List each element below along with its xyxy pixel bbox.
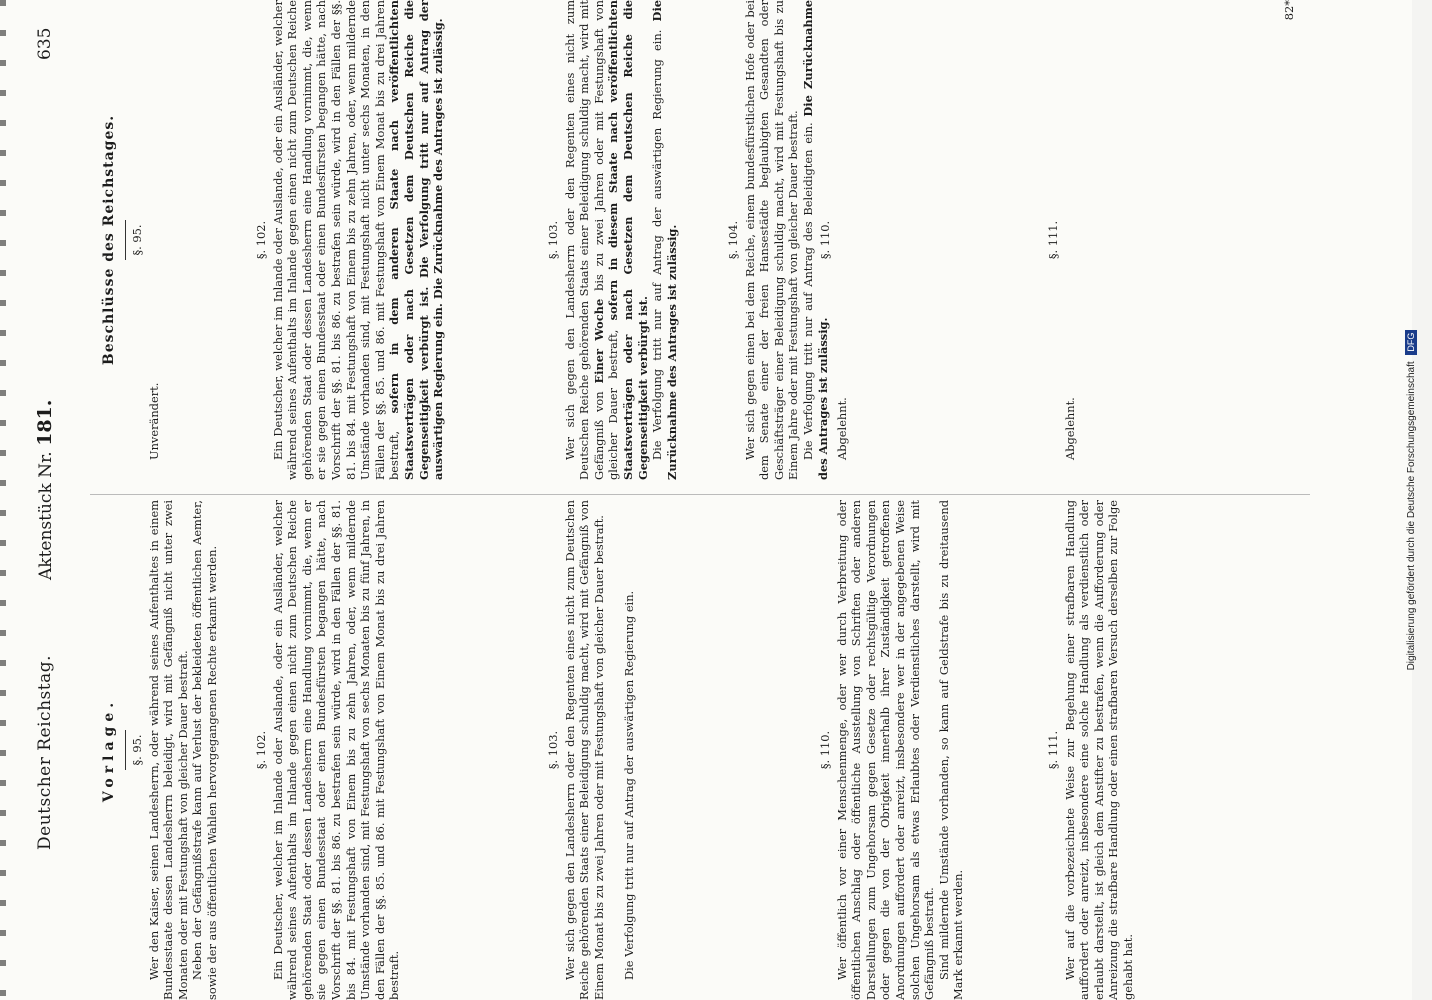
- section-text: [563, 0, 651, 480]
- section-text-amendment: sofern in diesem Staate nach veröffentlichten Staatsverträgen oder nach Gesetzen dem Deutschen Reiche die Gegenseitigkeit verbürgt ist.: [606, 0, 650, 480]
- digitization-credit-text: Digitalisierung gefördert durch die Deutsche Forschungsgemeinschaft: [1406, 361, 1417, 671]
- section-title: §. 102.: [254, 730, 268, 770]
- digitization-credit: [1402, 0, 1422, 1000]
- header-document-number: [34, 399, 56, 580]
- right-column-heading: Beschlüsse des Reichstages.: [101, 114, 117, 366]
- section-text-plain: bis zu zwei Jahren oder mit Festungshaft von gleicher Dauer bestraft,: [591, 0, 621, 480]
- right-section-110: [814, 0, 849, 480]
- right-column: [101, 0, 1296, 480]
- section-text-amendment: Die Zurücknahme des Antrages ist zulässig.: [800, 0, 830, 480]
- column-divider: [90, 494, 1310, 495]
- dfg-logo: DFG: [1405, 330, 1417, 355]
- header-number: 181.: [34, 399, 56, 446]
- section-text-plain: Ein Deutscher, welcher im Inlande oder Auslande, oder ein Ausländer, welcher während seines Aufenthalts im Inlande gegen einen nicht zum Deutschen Reiche gehörenden Staat oder dessen Landesherrn eine Handlung vornimmt, die, wenn er sie gegen einen Bundesstaat oder einen Bundesfürsten begangen hätte, nach Vorschrift der §§. 81. bis 86. zu bestrafen sein würde, wird in den Fällen der §§. 81. bis 84. mit Festungshaft von Einem bis zu zehn Jahren, oder, wenn mildernde Umstände vorhanden sind, mit Festungshaft nicht unter sechs Monaten, in den Fällen der §§. 85. und 86. mit Festungshaft von Einem Monat bis zu drei Jahren bestraft,: [270, 0, 402, 480]
- binding-edge: [0, 0, 6, 1000]
- section-text: Wer den Kaiser, seinen Landesherrn, oder während seines Aufenthaltes in einem Bundesstaate dessen Landesherrn beleidigt, wird mit Gefängniß nicht unter zwei Monaten oder mit Festungshaft von gleicher Dauer bestraft.: [146, 500, 190, 1000]
- sheet-mark: 82*: [1282, 0, 1296, 21]
- section-text: Wer öffentlich vor einer Menschenmenge, oder wer durch Verbreitung oder öffentlichen Anschlag oder öffentliche Ausstellung von Schriften oder anderen Darstellungen zum Ungehorsam gegen Gesetze oder rechtsgültige Verordnungen oder gegen die von der Obrigkeit innerhalb ihrer Zuständigkeit getroffenen Anordnungen auffordert oder anreizt, insbesondere wer in der angegebenen Weise solchen Ungehorsam als etwas Erlaubtes oder Verdienstliches darstellt, wird mit Gefängniß bestraft.: [834, 500, 937, 1000]
- section-text: Wer sich gegen einen bei dem Reiche, einem bundesfürstlichen Hofe oder bei dem Senate einer der freien Hansestädte beglaubigten Gesandten oder Geschäftsträger einer Beleidigung schuldig macht, wird mit Festungshaft bis zu Einem Jahre oder mit Festungshaft von gleicher Dauer bestraft.: [742, 0, 801, 480]
- left-column: [101, 500, 1135, 1000]
- section-title: §. 103.: [546, 730, 560, 770]
- section-title: §. 104.: [726, 220, 740, 260]
- page-number: 635: [35, 27, 55, 60]
- page-header: [30, 0, 70, 1000]
- section-text-amendment: Die Zurücknahme des Antrages ist zulässig.: [650, 0, 679, 480]
- section-text-amendment: Einer Woche: [591, 298, 606, 384]
- section-title: §. 110.: [818, 730, 832, 770]
- section-title: §. 111.: [1046, 730, 1060, 770]
- section-title: §. 102.: [254, 220, 268, 260]
- section-text: Die Verfolgung tritt nur auf Antrag der auswärtigen Regierung ein.: [622, 590, 637, 980]
- section-title: §. 103.: [546, 220, 560, 260]
- section-text: Abgelehnt.: [1062, 397, 1077, 460]
- left-column-heading: Vorlage.: [101, 697, 117, 803]
- right-section-111: [1042, 0, 1077, 480]
- left-section-103: [542, 500, 637, 1000]
- header-prefix: Aktenstück Nr.: [36, 451, 56, 580]
- right-section-95: [126, 0, 161, 480]
- section-title: §. 111.: [1046, 220, 1060, 260]
- header-title: Deutscher Reichstag.: [35, 655, 55, 850]
- section-text-plain: Wer sich gegen den Landesherrn oder den Regenten eines nicht zum Deutschen Reiche gehörenden Staats einer Beleidigung schuldig macht, wird mit Gefängniß von: [562, 0, 606, 480]
- section-text: [271, 0, 446, 480]
- right-section-102: [250, 0, 446, 480]
- section-text: Ein Deutscher, welcher im Inlande oder Auslande, oder ein Ausländer, welcher während seines Aufenthalts im Inlande gegen einen nicht zum Deutschen Reiche gehörenden Staat oder dessen Landesherrn eine Handlung vornimmt, die, wenn er sie gegen einen Bundesstaat oder einen Bundesfürsten begangen hätte, nach Vorschrift der §§. 81. bis 86. zu bestrafen sein würde, wird in den Fällen der §§. 81. bis 84. mit Festungshaft von Einem bis zu zehn Jahren, oder, wenn mildernde Umstände vorhanden sind, mit Festungshaft von sechs Monaten bis zu fünf Jahren, in den Fällen der §§. 85. und 86. mit Festungshaft von Einem Monat bis zu drei Jahren bestraft.: [270, 500, 402, 1000]
- section-text-plain: Die Verfolgung tritt nur auf Antrag des Beleidigten ein.: [800, 122, 815, 460]
- section-text: Sind mildernde Umstände vorhanden, so kann auf Geldstrafe bis zu dreitausend Mark erkannt werden.: [936, 500, 966, 1000]
- section-text: Abgelehnt.: [834, 397, 849, 460]
- footer-sheet-mark: [1282, 0, 1297, 480]
- left-section-95: [126, 500, 220, 1000]
- right-section-103: [542, 0, 679, 480]
- section-text-plain: Die Verfolgung tritt nur auf Antrag der auswärtigen Regierung ein.: [650, 29, 665, 460]
- rotated-page: [30, 0, 1370, 1000]
- section-title: §. 95.: [130, 734, 144, 766]
- section-text: Wer sich gegen den Landesherrn oder den Regenten eines nicht zum Deutschen Reiche gehörenden Staats einer Beleidigung schuldig macht, wird mit Gefängniß von Einem Monat bis zu zwei Jahren oder mit Festungshaft von gleicher Dauer bestraft.: [562, 500, 606, 1000]
- section-title: §. 95.: [130, 224, 144, 256]
- section-text: Unverändert.: [146, 382, 161, 460]
- section-text: [650, 0, 679, 480]
- left-section-102: [250, 500, 402, 1000]
- left-section-110: [814, 500, 966, 1000]
- left-section-111: [1042, 500, 1136, 1000]
- section-text: Neben der Gefängnißstrafe kann auf Verlust der bekleideten öffentlichen Aemter, sowie der aus öffentlichen Wahlen hervorgegangenen Rechte erkannt werden.: [190, 500, 219, 1000]
- section-text: Wer auf die vorbezeichnete Weise zur Begehung einer strafbaren Handlung auffordert oder anreizt, insbesondere eine solche Handlung als verdienstlich oder erlaubt darstellt, ist gleich dem Anstifter zu bestrafen, wenn die Aufforderung oder Anreizung die strafbare Handlung oder einen strafbaren Versuch derselben zur Folge gehabt hat.: [1062, 500, 1135, 1000]
- section-text-amendment: sofern in dem anderen Staate nach veröffentlichten Staatsverträgen oder nach Gesetzen dem Deutschen Reiche die Gegenseitigkeit verbürgt ist. Die Verfolgung tritt nur auf Antrag der auswärtigen Regierung ein. Die Zurücknahme des Antrages ist zulässig.: [387, 0, 446, 480]
- section-title: §. 110.: [818, 220, 832, 260]
